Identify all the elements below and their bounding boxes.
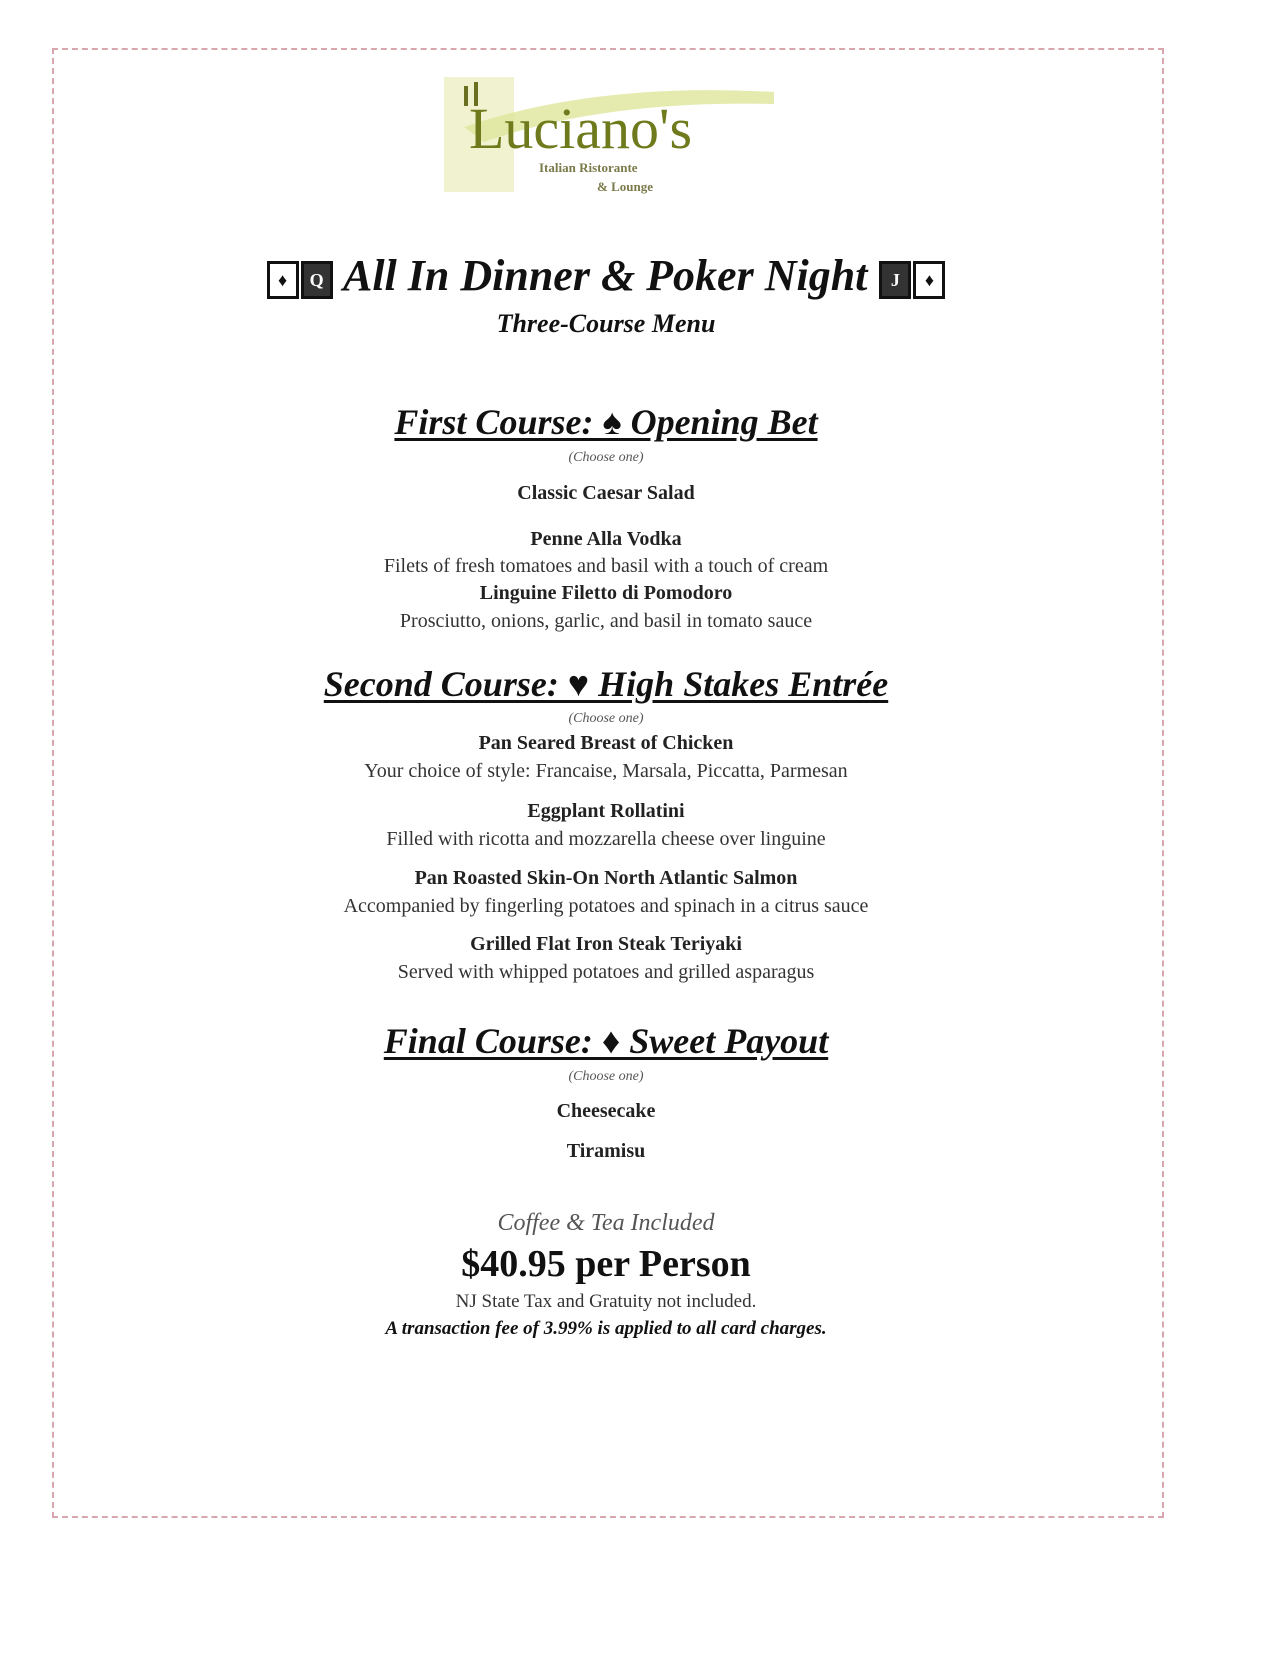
card-queen-icon: Q (301, 261, 333, 299)
menu-item-name: Tiramisu (566, 1140, 646, 1162)
coffee-tea-note: Coffee & Tea Included (497, 1210, 715, 1236)
card-jack-icon: J (879, 261, 911, 299)
event-title-text: All In Dinner & Poker Night (342, 251, 868, 300)
menu-item-desc: Filled with ricotta and mozzarella cheese over linguine (386, 828, 826, 850)
menu-item-name: Penne Alla Vodka (530, 528, 682, 550)
choose-note: (Choose one) (568, 711, 644, 726)
menu-item-name: Cheesecake (556, 1100, 656, 1122)
choose-note: (Choose one) (568, 1069, 644, 1084)
lucianos-logo (444, 72, 774, 197)
svg-text:Luciano's: Luciano's (469, 96, 693, 161)
menu-item-desc: Prosciutto, onions, garlic, and basil in tomato sauce (399, 610, 813, 632)
menu-item-name: Pan Seared Breast of Chicken (478, 732, 734, 754)
svg-text:Italian Ristorante: Italian Ristorante (539, 160, 638, 175)
menu-item-name: Eggplant Rollatini (527, 800, 685, 822)
price: $40.95 per Person (461, 1243, 751, 1285)
course-heading-first: First Course: ♠ Opening Bet (394, 402, 818, 442)
course-heading-final: Final Course: ♦ Sweet Payout (383, 1021, 829, 1061)
card-fee-note: A transaction fee of 3.99% is applied to all card charges. (385, 1318, 827, 1339)
tax-note: NJ State Tax and Gratuity not included. (455, 1291, 757, 1312)
card-diamond-icon: ♦ (267, 261, 299, 299)
menu-subtitle: Three-Course Menu (496, 309, 716, 338)
course-heading-second: Second Course: ♥ High Stakes Entrée (323, 664, 889, 704)
choose-note: (Choose one) (568, 450, 644, 465)
menu-item-desc: Accompanied by fingerling potatoes and spinach in a citrus sauce (343, 895, 869, 917)
menu-item-desc: Filets of fresh tomatoes and basil with a touch of cream (383, 555, 829, 577)
card-diamond-icon: ♦ (913, 261, 945, 299)
event-title (0, 250, 1212, 302)
svg-text:& Lounge: & Lounge (597, 179, 653, 194)
menu-item-name: Classic Caesar Salad (517, 482, 695, 504)
menu-item-name: Linguine Filetto di Pomodoro (479, 582, 733, 604)
menu-item-desc: Served with whipped potatoes and grilled asparagus (397, 961, 815, 983)
menu-item-name: Pan Roasted Skin-On North Atlantic Salmon (414, 867, 798, 889)
menu-item-name: Grilled Flat Iron Steak Teriyaki (470, 933, 742, 955)
menu-item-desc: Your choice of style: Francaise, Marsala, Piccatta, Parmesan (364, 760, 848, 782)
